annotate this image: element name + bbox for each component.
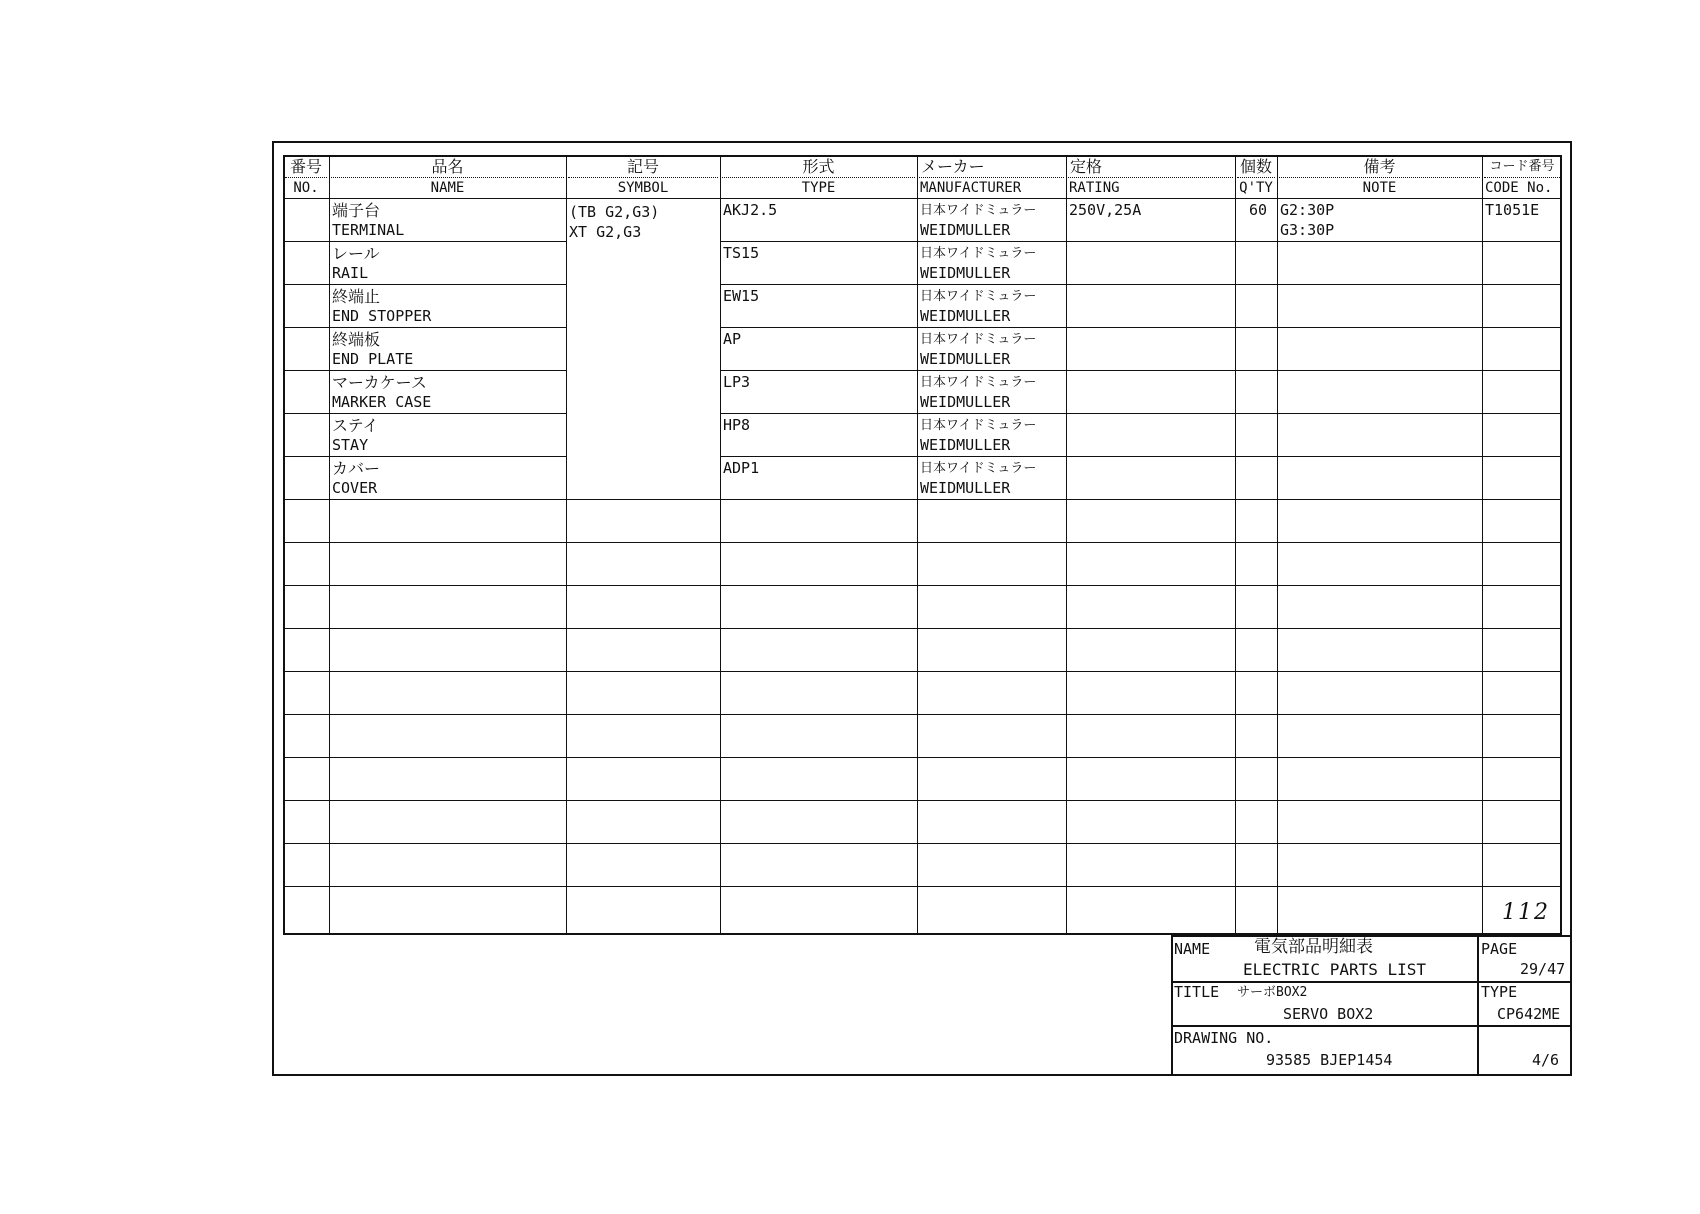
row-line (1066, 628, 1235, 629)
row-line (283, 800, 329, 801)
row-line (1277, 714, 1482, 715)
row-line (329, 628, 566, 629)
row-line (1066, 284, 1235, 285)
row-line (1482, 284, 1562, 285)
row-line (1066, 886, 1235, 887)
row-line (566, 714, 720, 715)
row-line (1277, 456, 1482, 457)
page-label: PAGE (1481, 940, 1518, 958)
row-line (329, 671, 566, 672)
page-mark: 112 (1502, 900, 1550, 925)
part-name-jp: レール (332, 244, 380, 263)
row-line (720, 456, 917, 457)
row-line (1482, 585, 1562, 586)
row-line (329, 370, 566, 371)
part-name-en: MARKER CASE (332, 393, 432, 411)
row-line (720, 370, 917, 371)
maker-jp: 日本ワイドミュラー (920, 246, 1037, 261)
header-divider (285, 177, 327, 178)
row-line (917, 800, 1066, 801)
maker-en: WEIDMULLER (920, 436, 1011, 454)
part-name-jp: ステイ (332, 416, 379, 435)
part-name-en: END PLATE (332, 350, 414, 368)
row-line (1066, 671, 1235, 672)
part-type: ADP1 (723, 459, 760, 477)
part-type: AP (723, 330, 742, 348)
row-line (720, 886, 917, 887)
row-line (917, 714, 1066, 715)
part-type: LP3 (723, 373, 751, 391)
row-line (1482, 671, 1562, 672)
page-value: 29/47 (1520, 960, 1566, 978)
row-line (1235, 413, 1277, 414)
quantity: 60 (1249, 201, 1268, 219)
row-line (1277, 800, 1482, 801)
row-line (1277, 757, 1482, 758)
row-line (283, 327, 329, 328)
header-jp-5: 定格 (1070, 157, 1103, 176)
row-line (1066, 800, 1235, 801)
header-en-3: TYPE (801, 180, 836, 196)
row-line (917, 843, 1066, 844)
title-en: SERVO BOX2 (1283, 1005, 1374, 1023)
row-line (566, 757, 720, 758)
maker-jp: 日本ワイドミュラー (920, 332, 1037, 347)
row-line (1235, 800, 1277, 801)
row-line (1277, 327, 1482, 328)
row-line (917, 284, 1066, 285)
header-en-5: RATING (1069, 180, 1120, 196)
row-line (720, 800, 917, 801)
row-line (1235, 671, 1277, 672)
header-divider (1279, 177, 1480, 178)
title-name-label: NAME (1174, 940, 1211, 958)
row-line (1277, 886, 1482, 887)
row-line (566, 585, 720, 586)
row-line (917, 628, 1066, 629)
note-line-1: G2:30P (1280, 201, 1335, 219)
header-en-6: Q'TY (1239, 180, 1273, 196)
row-line (1482, 370, 1562, 371)
row-line (1482, 456, 1562, 457)
maker-jp: 日本ワイドミュラー (920, 461, 1037, 476)
row-line (283, 714, 329, 715)
row-line (1277, 671, 1482, 672)
row-line (329, 413, 566, 414)
column-divider (329, 155, 330, 935)
part-name-en: RAIL (332, 264, 369, 282)
row-line (917, 542, 1066, 543)
column-divider (566, 155, 567, 935)
maker-jp: 日本ワイドミュラー (920, 418, 1037, 433)
code-number: T1051E (1485, 201, 1540, 219)
row-line (329, 542, 566, 543)
row-line (1277, 628, 1482, 629)
header-divider (331, 177, 564, 178)
row-line (566, 843, 720, 844)
maker-jp: 日本ワイドミュラー (920, 375, 1037, 390)
row-line (566, 499, 720, 500)
row-line (283, 241, 329, 242)
row-line (1235, 757, 1277, 758)
row-line (1235, 284, 1277, 285)
maker-en: WEIDMULLER (920, 479, 1011, 497)
symbol-line-1: (TB G2,G3) (569, 203, 660, 221)
rating: 250V,25A (1069, 201, 1142, 219)
row-line (1277, 370, 1482, 371)
row-line (329, 585, 566, 586)
part-name-jp: 終端板 (332, 330, 381, 349)
row-line (566, 886, 720, 887)
row-line (329, 284, 566, 285)
row-line (1066, 757, 1235, 758)
header-jp-6: 個数 (1239, 157, 1272, 176)
row-line (1235, 843, 1277, 844)
row-line (283, 370, 329, 371)
row-line (283, 886, 329, 887)
column-divider (917, 155, 918, 935)
row-line (1277, 585, 1482, 586)
row-line (1482, 413, 1562, 414)
row-line (720, 241, 917, 242)
row-line (917, 413, 1066, 414)
row-line (720, 499, 917, 500)
row-line (329, 757, 566, 758)
row-line (720, 757, 917, 758)
part-name-jp: 終端止 (332, 287, 381, 306)
header-divider (1068, 177, 1233, 178)
row-line (1066, 714, 1235, 715)
maker-jp: 日本ワイドミュラー (920, 203, 1037, 218)
header-en-4: MANUFACTURER (920, 180, 1022, 196)
row-line (1235, 241, 1277, 242)
row-line (329, 843, 566, 844)
maker-en: WEIDMULLER (920, 350, 1011, 368)
row-line (329, 456, 566, 457)
column-divider (1277, 155, 1278, 935)
row-line (1235, 327, 1277, 328)
row-line (720, 542, 917, 543)
row-line (1235, 628, 1277, 629)
row-line (1066, 327, 1235, 328)
row-line (1482, 843, 1562, 844)
header-divider (1484, 177, 1560, 178)
title-name-jp: 電気部品明細表 (1254, 937, 1373, 957)
row-line (283, 499, 329, 500)
row-line (1482, 800, 1562, 801)
row-line (720, 284, 917, 285)
row-line (1066, 241, 1235, 242)
part-type: AKJ2.5 (723, 201, 778, 219)
header-en-0: NO. (293, 180, 319, 196)
row-line (329, 714, 566, 715)
row-line (720, 843, 917, 844)
row-line (917, 327, 1066, 328)
header-en-8: CODE No. (1485, 180, 1553, 196)
row-line (720, 628, 917, 629)
title-jp: サーボBOX2 (1237, 985, 1308, 1000)
row-line (283, 628, 329, 629)
header-jp-2: 記号 (626, 157, 659, 176)
row-line (566, 671, 720, 672)
maker-en: WEIDMULLER (920, 264, 1011, 282)
row-line (283, 413, 329, 414)
row-line (917, 456, 1066, 457)
part-type: HP8 (723, 416, 751, 434)
row-line (1277, 542, 1482, 543)
row-line (1277, 284, 1482, 285)
row-line (917, 499, 1066, 500)
row-line (917, 370, 1066, 371)
row-line (1482, 327, 1562, 328)
row-line (283, 843, 329, 844)
column-divider (720, 155, 721, 935)
header-jp-7: 備考 (1363, 157, 1396, 176)
header-en-1: NAME (430, 180, 465, 196)
row-line (1482, 241, 1562, 242)
header-divider (722, 177, 915, 178)
row-line (1235, 886, 1277, 887)
drawing-value: 93585 BJEP1454 (1266, 1051, 1393, 1069)
row-line (1235, 370, 1277, 371)
row-line (1066, 413, 1235, 414)
row-line (1482, 714, 1562, 715)
row-line (720, 585, 917, 586)
row-line (566, 628, 720, 629)
part-name-en: STAY (332, 436, 369, 454)
row-line (283, 585, 329, 586)
row-line (329, 241, 566, 242)
sheet-value: 4/6 (1532, 1051, 1560, 1069)
row-line (917, 671, 1066, 672)
row-line (566, 800, 720, 801)
header-jp-3: 形式 (802, 157, 835, 176)
note-line-2: G3:30P (1280, 221, 1335, 239)
row-line (1277, 413, 1482, 414)
row-line (1235, 714, 1277, 715)
row-line (1277, 241, 1482, 242)
row-line (566, 542, 720, 543)
type-label: TYPE (1481, 983, 1518, 1001)
row-line (1235, 456, 1277, 457)
row-line (283, 542, 329, 543)
row-line (917, 585, 1066, 586)
row-line (329, 499, 566, 500)
row-line (283, 456, 329, 457)
maker-en: WEIDMULLER (920, 307, 1011, 325)
row-line (329, 327, 566, 328)
type-value: CP642ME (1497, 1005, 1561, 1023)
row-line (1066, 456, 1235, 457)
header-jp-4: メーカー (921, 157, 985, 176)
column-divider (1235, 155, 1236, 935)
part-type: EW15 (723, 287, 760, 305)
row-line (917, 886, 1066, 887)
drawing-label: DRAWING NO. (1174, 1029, 1274, 1047)
part-name-en: TERMINAL (332, 221, 405, 239)
maker-jp: 日本ワイドミュラー (920, 289, 1037, 304)
row-line (1066, 843, 1235, 844)
row-line (1235, 542, 1277, 543)
header-jp-0: 番号 (289, 157, 322, 176)
row-line (1482, 542, 1562, 543)
row-line (720, 671, 917, 672)
row-line (917, 757, 1066, 758)
row-line (1482, 499, 1562, 500)
row-line (329, 886, 566, 887)
row-line (917, 241, 1066, 242)
row-line (1066, 499, 1235, 500)
row-line (1066, 542, 1235, 543)
row-line (1066, 585, 1235, 586)
symbol-line-2: XT G2,G3 (569, 223, 642, 241)
row-line (1066, 370, 1235, 371)
row-line (1235, 585, 1277, 586)
header-divider (919, 177, 1064, 178)
part-name-jp: マーカケース (332, 373, 427, 392)
header-divider (1237, 177, 1275, 178)
row-line (720, 714, 917, 715)
column-divider (1482, 155, 1483, 935)
title-label: TITLE (1174, 983, 1220, 1001)
row-line (1277, 843, 1482, 844)
header-jp-8: コード番号 (1489, 159, 1555, 174)
header-bottom-line (283, 198, 1562, 199)
row-line (283, 757, 329, 758)
row-line (1482, 757, 1562, 758)
part-type: TS15 (723, 244, 760, 262)
row-line (1235, 499, 1277, 500)
header-en-2: SYMBOL (617, 180, 669, 196)
row-line (1277, 499, 1482, 500)
maker-en: WEIDMULLER (920, 221, 1011, 239)
header-en-7: NOTE (1362, 180, 1397, 196)
part-name-jp: カバー (332, 459, 381, 478)
row-line (720, 327, 917, 328)
maker-en: WEIDMULLER (920, 393, 1011, 411)
part-name-en: COVER (332, 479, 378, 497)
row-line (1482, 886, 1562, 887)
part-name-jp: 端子台 (332, 201, 381, 220)
row-line (283, 284, 329, 285)
row-line (1482, 628, 1562, 629)
row-line (329, 800, 566, 801)
row-line (283, 671, 329, 672)
row-line (720, 413, 917, 414)
title-name-en: ELECTRIC PARTS LIST (1243, 960, 1427, 979)
part-name-en: END STOPPER (332, 307, 432, 325)
header-jp-1: 品名 (431, 157, 464, 176)
header-divider (568, 177, 718, 178)
column-divider (1066, 155, 1067, 935)
